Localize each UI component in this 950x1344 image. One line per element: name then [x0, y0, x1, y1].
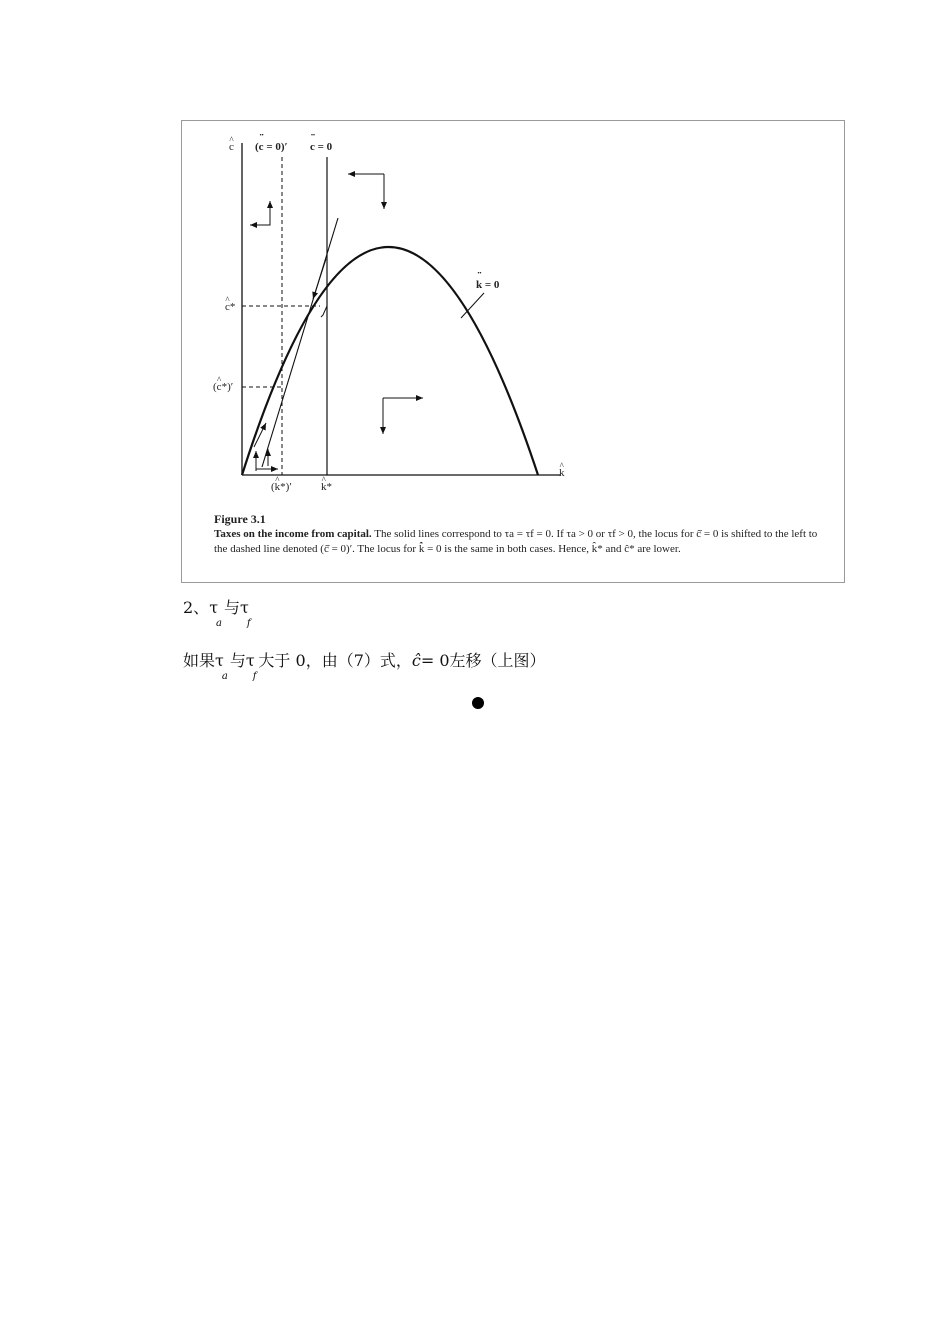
- explanation-suffix: 左移（上图）: [449, 651, 546, 670]
- x-axis-label: ^ k: [559, 467, 565, 479]
- transition-path: [321, 306, 327, 317]
- tau-a-symbol-2: τ: [215, 651, 224, 670]
- tau-f-symbol: τ: [240, 598, 249, 617]
- tau-a-subscript: a: [216, 618, 223, 629]
- explanation-middle: 大于 0，由（7）式，: [258, 651, 412, 670]
- c-dot-zero-shifted-label: (·· c = 0)′: [255, 141, 288, 153]
- c-star-shifted-label: (^ c*)′: [213, 381, 233, 393]
- bullet-dot: [472, 697, 484, 709]
- figure-number: Figure 3.1: [214, 512, 266, 526]
- tau-a-subscript-2: a: [221, 671, 228, 682]
- heading-connector: 与: [224, 598, 241, 617]
- c-hat-symbol: ĉ: [411, 651, 421, 670]
- saddle-arrow-upper: [313, 259, 326, 299]
- caption-title: Taxes on the income from capital.: [214, 528, 372, 540]
- arrow-upper-left-up: [254, 201, 270, 225]
- caption-text: The solid lines correspond to τa = τf = 0. If τa > 0 or τf > 0, the locus for ĉ̇ = 0 is shifted to the left to the dashed line denoted (ĉ̇ = 0)′. The locus for k̂̇ = 0 is the same in both cases. Hence, k̂* and ĉ* are lower.: [214, 528, 818, 555]
- c-dot-zero-label: ·· c = 0: [310, 141, 332, 153]
- c-star-label: ^ c*: [225, 301, 235, 313]
- figure-3-1: [181, 120, 845, 583]
- k-dot-zero-label: ·· k = 0: [476, 279, 499, 291]
- figure-caption: [214, 512, 824, 557]
- tau-a-symbol: τ: [209, 598, 219, 617]
- y-axis-label: ^ c: [229, 141, 234, 153]
- explanation-prefix: 如果: [183, 651, 216, 670]
- explanation-line: [183, 651, 546, 682]
- tau-f-symbol-2: τ: [245, 651, 255, 670]
- section-heading-line: [183, 598, 253, 629]
- tau-f-subscript-2: f: [252, 671, 257, 682]
- k-star-shifted-label: (^ k*)′: [271, 481, 292, 493]
- explanation-connector: 与: [229, 651, 246, 670]
- equals-zero: = 0: [420, 651, 450, 670]
- tau-f-subscript: f: [246, 618, 251, 629]
- heading-prefix: 2、: [183, 598, 210, 617]
- k-star-label: ^ k*: [321, 481, 332, 493]
